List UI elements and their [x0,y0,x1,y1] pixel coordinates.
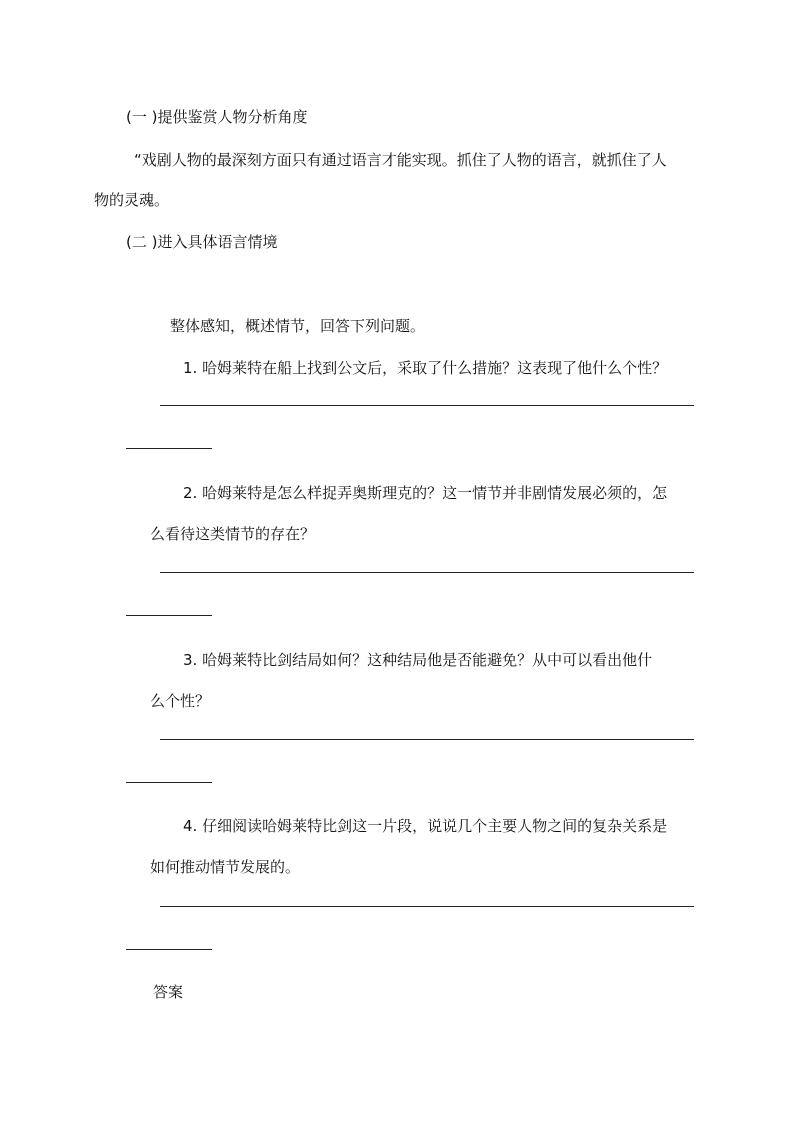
answer-line-q4-a[interactable] [160,906,694,907]
answer-label: 答案 [153,983,184,1001]
question-2-line-1: 2. 哈姆莱特是怎么样捉弄奥斯理克的？这一情节并非剧情发展必须的，怎 [183,484,668,502]
question-4-line-2: 如何推动情节发展的。 [150,858,301,876]
answer-line-q3-a[interactable] [160,739,694,740]
section1-heading: (一 )提供鉴赏人物分析角度 [126,108,308,126]
quote-line-2: 物的灵魂。 [94,191,170,209]
question-2-line-2: 么看待这类情节的存在？ [150,525,316,543]
question-1-line-1: 1. 哈姆莱特在船上找到公文后，采取了什么措施？这表现了他什么个性？ [183,359,668,377]
quote-line-1: “戏剧人物的最深刻方面只有通过语言才能实现。抓住了人物的语言，就抓住了人 [134,151,667,169]
question-3-line-2: 么个性？ [150,692,211,710]
answer-line-q1-a[interactable] [160,405,694,406]
answer-line-q2-b[interactable] [126,615,212,616]
intro-text: 整体感知，概述情节，回答下列问题。 [170,317,426,335]
answer-line-q1-b[interactable] [126,448,212,449]
question-3-line-1: 3. 哈姆莱特比剑结局如何？这种结局他是否能避免？从中可以看出他什 [183,651,653,669]
answer-line-q2-a[interactable] [160,572,694,573]
question-4-line-1: 4. 仔细阅读哈姆莱特比剑这一片段，说说几个主要人物之间的复杂关系是 [183,817,668,835]
answer-line-q4-b[interactable] [126,949,212,950]
section2-heading: (二 )进入具体语言情境 [126,233,278,251]
answer-line-q3-b[interactable] [126,782,212,783]
